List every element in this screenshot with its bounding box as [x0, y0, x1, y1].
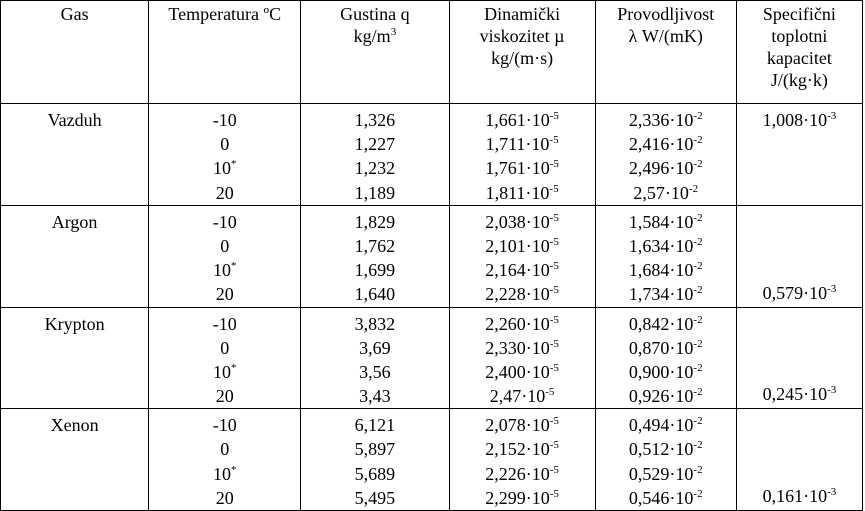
- density-value: 5,897: [354, 439, 396, 460]
- temperature-value: -10: [212, 110, 237, 130]
- density-cell: [301, 205, 449, 307]
- density-value: 1,232: [354, 158, 396, 179]
- gas-name-cell: [1, 104, 149, 206]
- temperature-value: 20: [215, 284, 234, 305]
- temperature-value: 0: [220, 134, 230, 155]
- conductivity-value: $0,870\cdot 10^{-2}$: [628, 337, 703, 358]
- conductivity-value: $2,496\cdot 10^{-2}$: [628, 158, 703, 179]
- conductivity-value: $0,494\cdot 10^{-2}$: [628, 415, 703, 436]
- header-row: [1, 1, 863, 104]
- conductivity-value: $2,57\cdot 10^{-2}$: [633, 182, 699, 203]
- gas-name-cell: [1, 205, 149, 307]
- temperature-value: 10*: [213, 158, 237, 179]
- conductivity-value: $1,634\cdot 10^{-2}$: [628, 235, 703, 256]
- density-value: 1,640: [354, 284, 396, 305]
- density-value: 5,495: [354, 487, 396, 508]
- temperature-cell: [149, 205, 301, 307]
- conductivity-value: $1,584\cdot 10^{-2}$: [628, 211, 703, 232]
- viscosity-cell: [449, 409, 595, 511]
- viscosity-value: $2,260\cdot 10^{-5}$: [485, 313, 559, 334]
- conductivity-value: $0,842\cdot 10^{-2}$: [628, 313, 703, 334]
- conductivity-cell: [595, 307, 736, 409]
- table-row: [1, 205, 863, 307]
- density-cell: [301, 307, 449, 409]
- temperature-value: -10: [212, 313, 237, 334]
- viscosity-value: $2,330\cdot 10^{-5}$: [485, 337, 559, 358]
- footnote-marker: *: [231, 361, 237, 374]
- heat-capacity-value: $0,245\cdot 10^{-3}$: [762, 384, 837, 405]
- density-value: 1,189: [354, 182, 396, 203]
- density-value: 6,121: [354, 415, 396, 436]
- density-value: 3,69: [359, 337, 391, 358]
- footnote-marker: *: [231, 463, 237, 476]
- viscosity-value: $1,661\cdot 10^{-5}$: [485, 110, 559, 130]
- table-row: [1, 307, 863, 409]
- conductivity-value: $0,512\cdot 10^{-2}$: [628, 439, 703, 460]
- gas-name-cell: [1, 409, 149, 511]
- density-value: 5,689: [354, 463, 396, 484]
- density-value: 3,43: [359, 386, 391, 407]
- conductivity-value: $0,900\cdot 10^{-2}$: [628, 361, 703, 382]
- heat-capacity-cell: [736, 104, 862, 206]
- temperature-cell: [149, 104, 301, 206]
- heat-capacity-cell: [736, 409, 862, 511]
- heat-capacity-value: $0,579\cdot 10^{-3}$: [762, 282, 837, 303]
- density-value: 3,56: [359, 361, 391, 382]
- header-gas: Gas: [1, 1, 149, 104]
- density-value: 1,829: [354, 211, 396, 232]
- temperature-cell: [149, 409, 301, 511]
- temperature-value: 20: [215, 487, 234, 508]
- conductivity-value: $2,416\cdot 10^{-2}$: [628, 134, 703, 155]
- conductivity-value: $0,926\cdot 10^{-2}$: [628, 386, 703, 407]
- density-value: 1,762: [354, 235, 396, 256]
- viscosity-value: $1,761\cdot 10^{-5}$: [485, 158, 559, 179]
- gas-name-cell: [1, 307, 149, 409]
- table-body: [1, 104, 863, 511]
- density-cell: [301, 104, 449, 206]
- temperature-value: -10: [212, 211, 237, 232]
- temperature-value: 10*: [213, 361, 237, 382]
- viscosity-value: $2,400\cdot 10^{-5}$: [485, 361, 559, 382]
- footnote-marker: *: [231, 158, 237, 171]
- gas-name: Vazduh: [47, 110, 102, 130]
- viscosity-value: $2,038\cdot 10^{-5}$: [485, 211, 559, 232]
- viscosity-value: $2,164\cdot 10^{-5}$: [485, 260, 559, 281]
- density-value: 1,227: [354, 134, 396, 155]
- header-temperature: Temperatura ºC: [149, 1, 301, 104]
- conductivity-value: $2,336\cdot 10^{-2}$: [628, 110, 703, 130]
- viscosity-cell: [449, 104, 595, 206]
- temperature-value: 0: [220, 439, 230, 460]
- density-value: 1,699: [354, 260, 396, 281]
- temperature-value: 20: [215, 182, 234, 203]
- viscosity-cell: [449, 205, 595, 307]
- header-viscosity: Dinamički viskozitet µ kg/(m·s): [449, 1, 595, 104]
- conductivity-value: $0,529\cdot 10^{-2}$: [628, 463, 703, 484]
- viscosity-value: $2,152\cdot 10^{-5}$: [485, 439, 559, 460]
- temperature-value: 10*: [213, 463, 237, 484]
- table-row: [1, 104, 863, 206]
- conductivity-value: $1,734\cdot 10^{-2}$: [628, 284, 703, 305]
- temperature-value: 10*: [213, 260, 237, 281]
- temperature-value: 0: [220, 337, 230, 358]
- footnote-marker: *: [231, 260, 237, 273]
- conductivity-cell: [595, 205, 736, 307]
- density-cell: [301, 409, 449, 511]
- viscosity-value: $2,078\cdot 10^{-5}$: [485, 415, 559, 436]
- header-density: Gustina q $kg/m^3$: [301, 1, 449, 104]
- viscosity-value: $2,299\cdot 10^{-5}$: [485, 487, 559, 508]
- temperature-value: 20: [215, 386, 234, 407]
- header-heat-capacity: Specifični toplotni kapacitet J/(kg·k): [736, 1, 862, 104]
- heat-capacity-cell: [736, 307, 862, 409]
- viscosity-value: $2,226\cdot 10^{-5}$: [485, 463, 559, 484]
- gas-name: Xenon: [50, 415, 99, 436]
- header-conductivity: Provodljivost λ W/(mK): [595, 1, 736, 104]
- viscosity-value: $2,228\cdot 10^{-5}$: [485, 284, 559, 305]
- viscosity-value: $1,811\cdot 10^{-5}$: [485, 182, 559, 203]
- viscosity-value: $2,47\cdot 10^{-5}$: [489, 386, 555, 407]
- heat-capacity-cell: [736, 205, 862, 307]
- viscosity-value: $2,101\cdot 10^{-5}$: [485, 235, 559, 256]
- temperature-value: -10: [212, 415, 237, 436]
- heat-capacity-value: $0,161\cdot 10^{-3}$: [762, 486, 837, 506]
- conductivity-cell: [595, 409, 736, 511]
- conductivity-value: $0,546\cdot 10^{-2}$: [628, 487, 703, 508]
- viscosity-value: $1,711\cdot 10^{-5}$: [485, 134, 559, 155]
- gas-name: Argon: [51, 211, 98, 232]
- heat-capacity-value: $1,008\cdot 10^{-3}$: [762, 110, 837, 130]
- density-value: 3,832: [354, 313, 396, 334]
- temperature-value: 0: [220, 235, 230, 256]
- conductivity-value: $1,684\cdot 10^{-2}$: [628, 260, 703, 281]
- conductivity-cell: [595, 104, 736, 206]
- table-row: [1, 409, 863, 511]
- temperature-cell: [149, 307, 301, 409]
- viscosity-cell: [449, 307, 595, 409]
- density-value: 1,326: [354, 110, 396, 130]
- gas-name: Krypton: [44, 313, 105, 334]
